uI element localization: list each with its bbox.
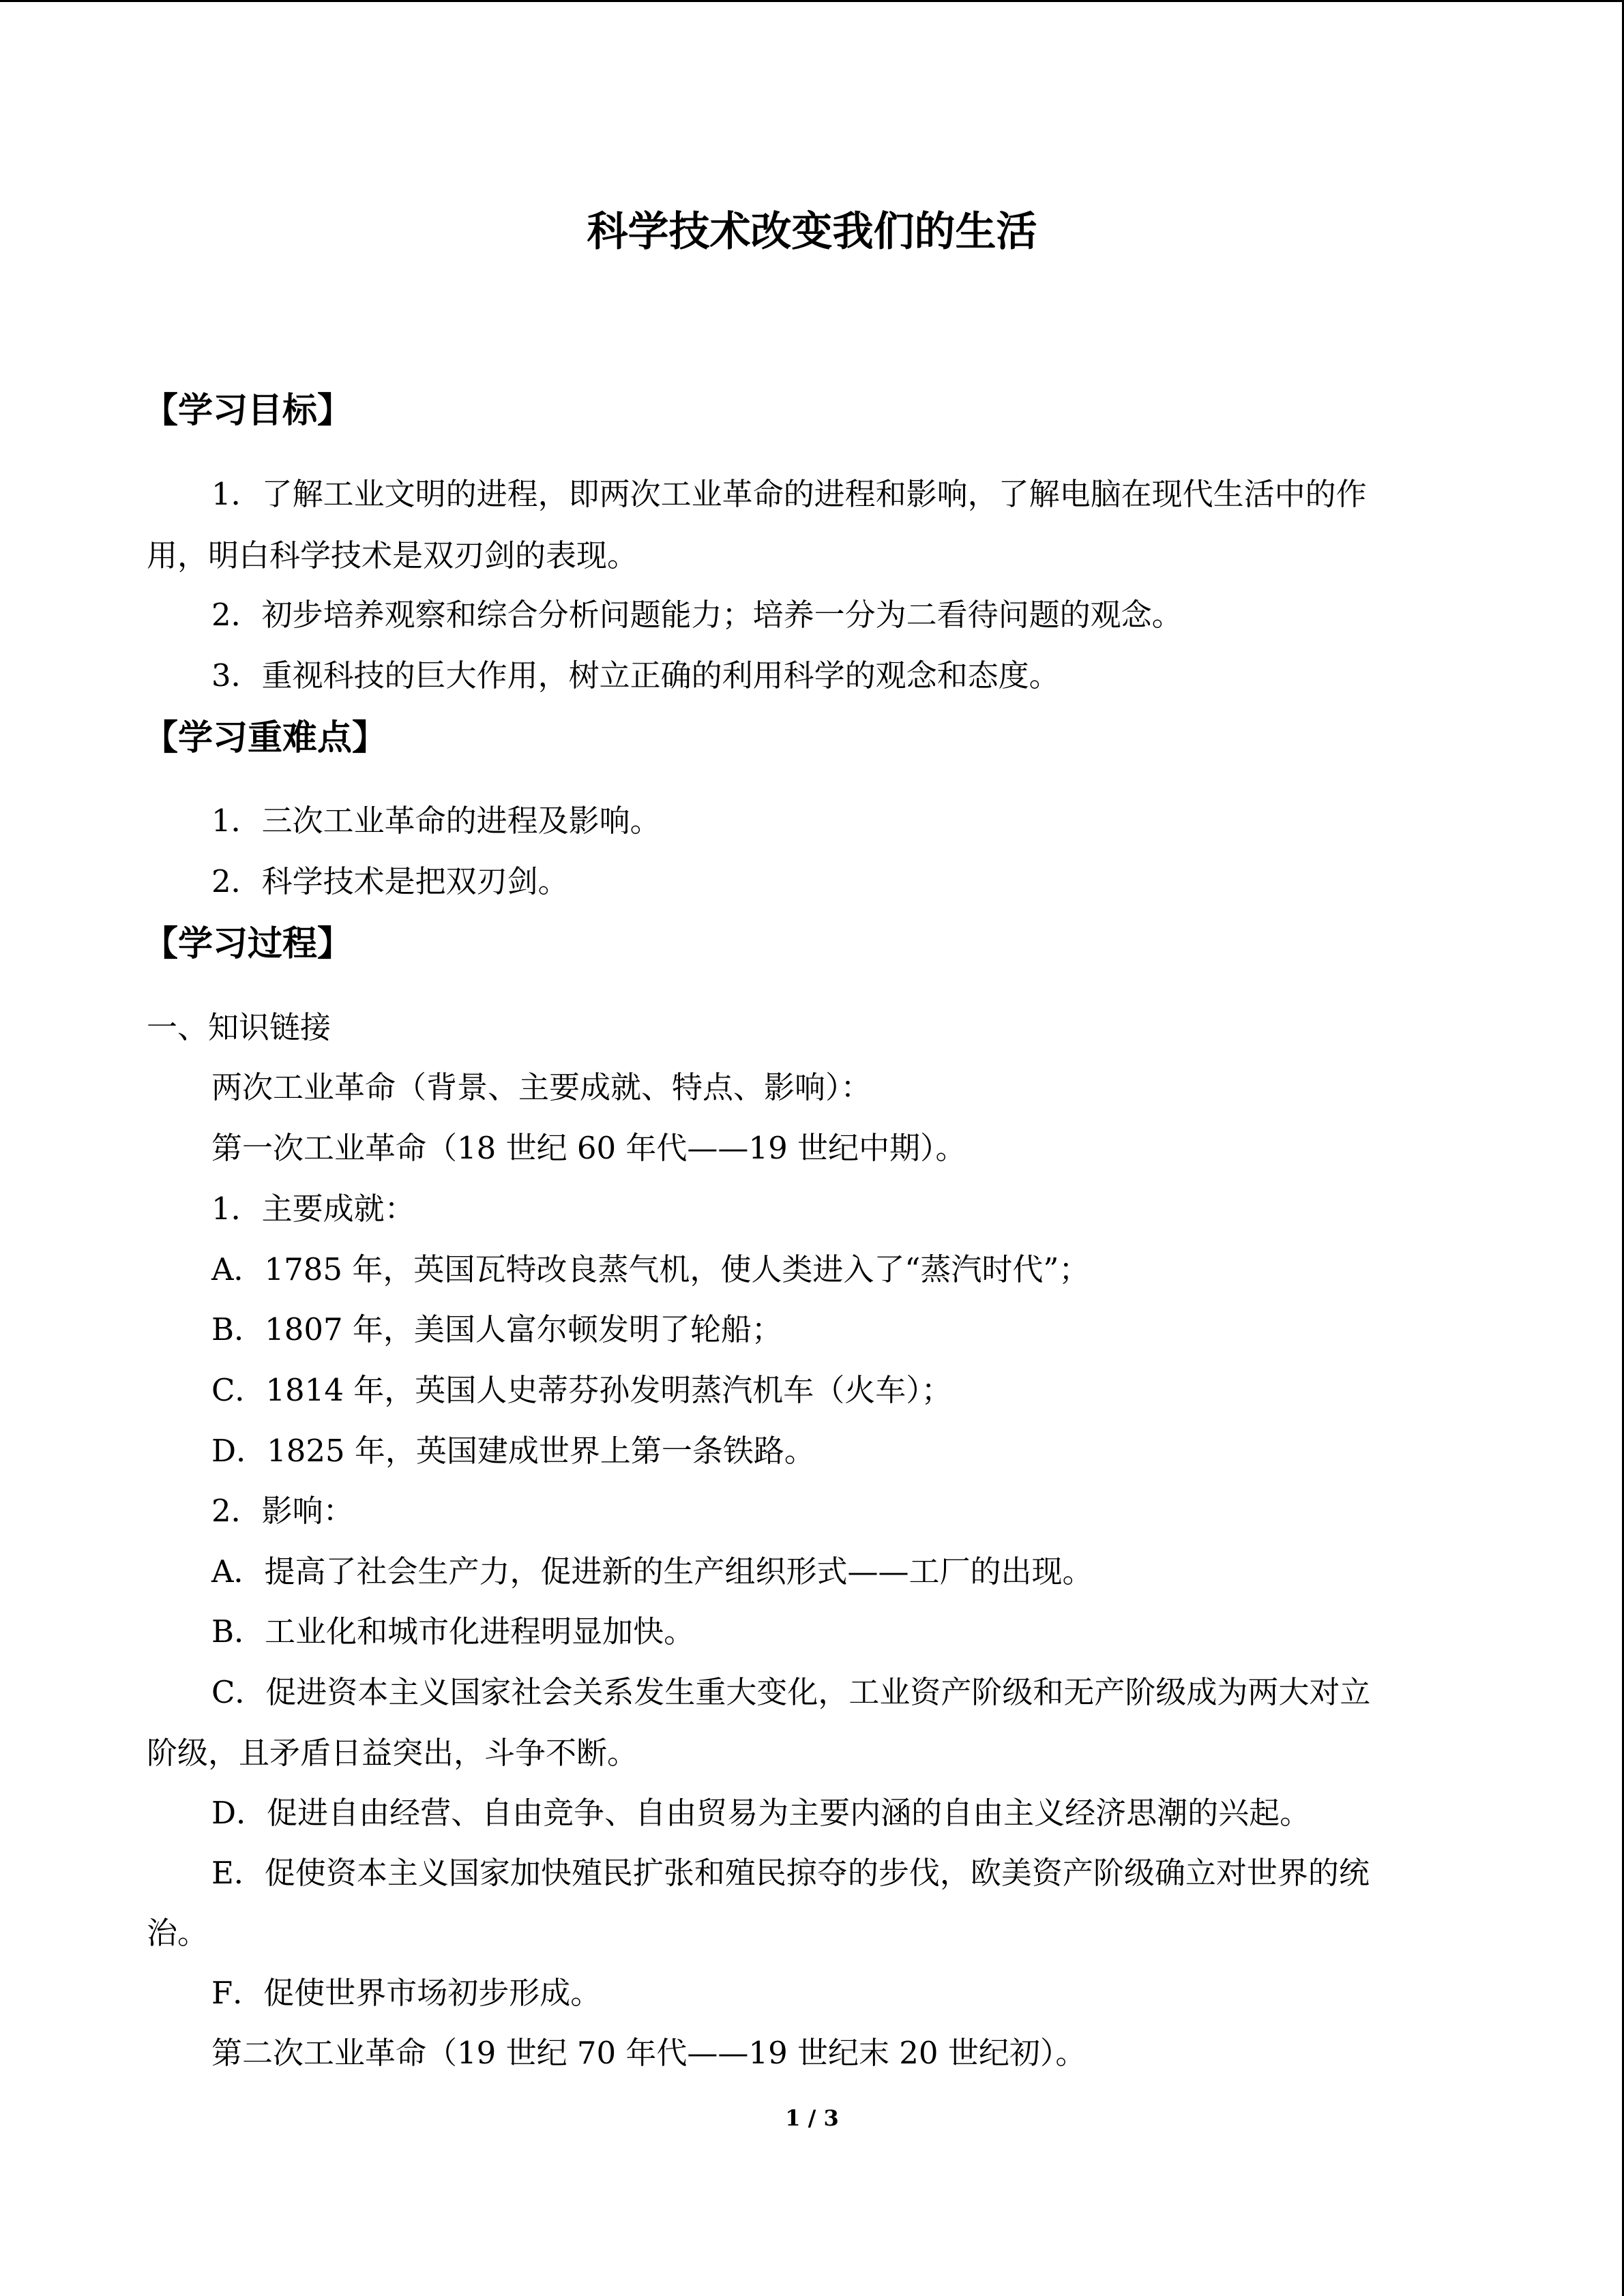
heading-learning-process: 【学习过程】	[143, 924, 353, 964]
intro-two-revolutions: 两次工业革命（背景、主要成就、特点、影响）：	[211, 1069, 872, 1105]
impact-c-line-1: C．促进资本主义国家社会关系发生重大变化，工业资产阶级和无产阶级成为两大对立	[211, 1674, 1371, 1710]
goal-item-1-line-1: 1．了解工业文明的进程，即两次工业革命的进程和影响，了解电脑在现代生活中的作	[211, 476, 1367, 512]
achievement-a: A．1785 年，英国瓦特改良蒸气机，使人类进入了“蒸汽时代”；	[211, 1251, 1090, 1287]
subsection-knowledge-link: 一、知识链接	[147, 1009, 331, 1045]
second-revolution-heading: 第二次工业革命（19 世纪 70 年代——19 世纪末 20 世纪初）。	[211, 2035, 1087, 2071]
heading-key-points: 【学习重难点】	[143, 718, 387, 758]
impact-label: 2．影响：	[211, 1493, 354, 1529]
achievement-c: C．1814 年，英国人史蒂芬孙发明蒸汽机车（火车）；	[211, 1372, 952, 1408]
page-number: 1 / 3	[785, 2105, 839, 2131]
achievement-b: B．1807 年，美国人富尔顿发明了轮船；	[211, 1311, 782, 1347]
impact-a: A．提高了社会生产力，促进新的生产组织形式——工厂的出现。	[211, 1553, 1093, 1590]
first-revolution-heading: 第一次工业革命（18 世纪 60 年代——19 世纪中期）。	[211, 1130, 966, 1166]
key-point-1: 1．三次工业革命的进程及影响。	[211, 803, 661, 839]
goal-item-2: 2．初步培养观察和综合分析问题能力；培养一分为二看待问题的观念。	[211, 597, 1183, 633]
page-top-border	[0, 0, 1624, 2]
heading-learning-goals: 【学习目标】	[143, 391, 353, 431]
goal-item-3: 3．重视科技的巨大作用，树立正确的利用科学的观念和态度。	[211, 657, 1060, 694]
impact-c-line-2: 阶级，且矛盾日益突出，斗争不断。	[147, 1735, 638, 1771]
impact-d: D．促进自由经营、自由竞争、自由贸易为主要内涵的自由主义经济思潮的兴起。	[211, 1795, 1311, 1831]
impact-f: F．促使世界市场初步形成。	[211, 1975, 602, 2011]
key-point-2: 2．科学技术是把双刃剑。	[211, 863, 569, 899]
achievement-d: D．1825 年，英国建成世界上第一条铁路。	[211, 1433, 815, 1469]
impact-b: B．工业化和城市化进程明显加快。	[211, 1613, 695, 1650]
goal-item-1-line-2: 用，明白科学技术是双刃剑的表现。	[147, 537, 638, 573]
document-title: 科学技术改变我们的生活	[587, 208, 1037, 256]
impact-e-line-2: 治。	[147, 1915, 209, 1951]
impact-e-line-1: E．促使资本主义国家加快殖民扩张和殖民掠夺的步伐，欧美资产阶级确立对世界的统	[211, 1855, 1370, 1891]
achievements-label: 1．主要成就：	[211, 1191, 415, 1227]
